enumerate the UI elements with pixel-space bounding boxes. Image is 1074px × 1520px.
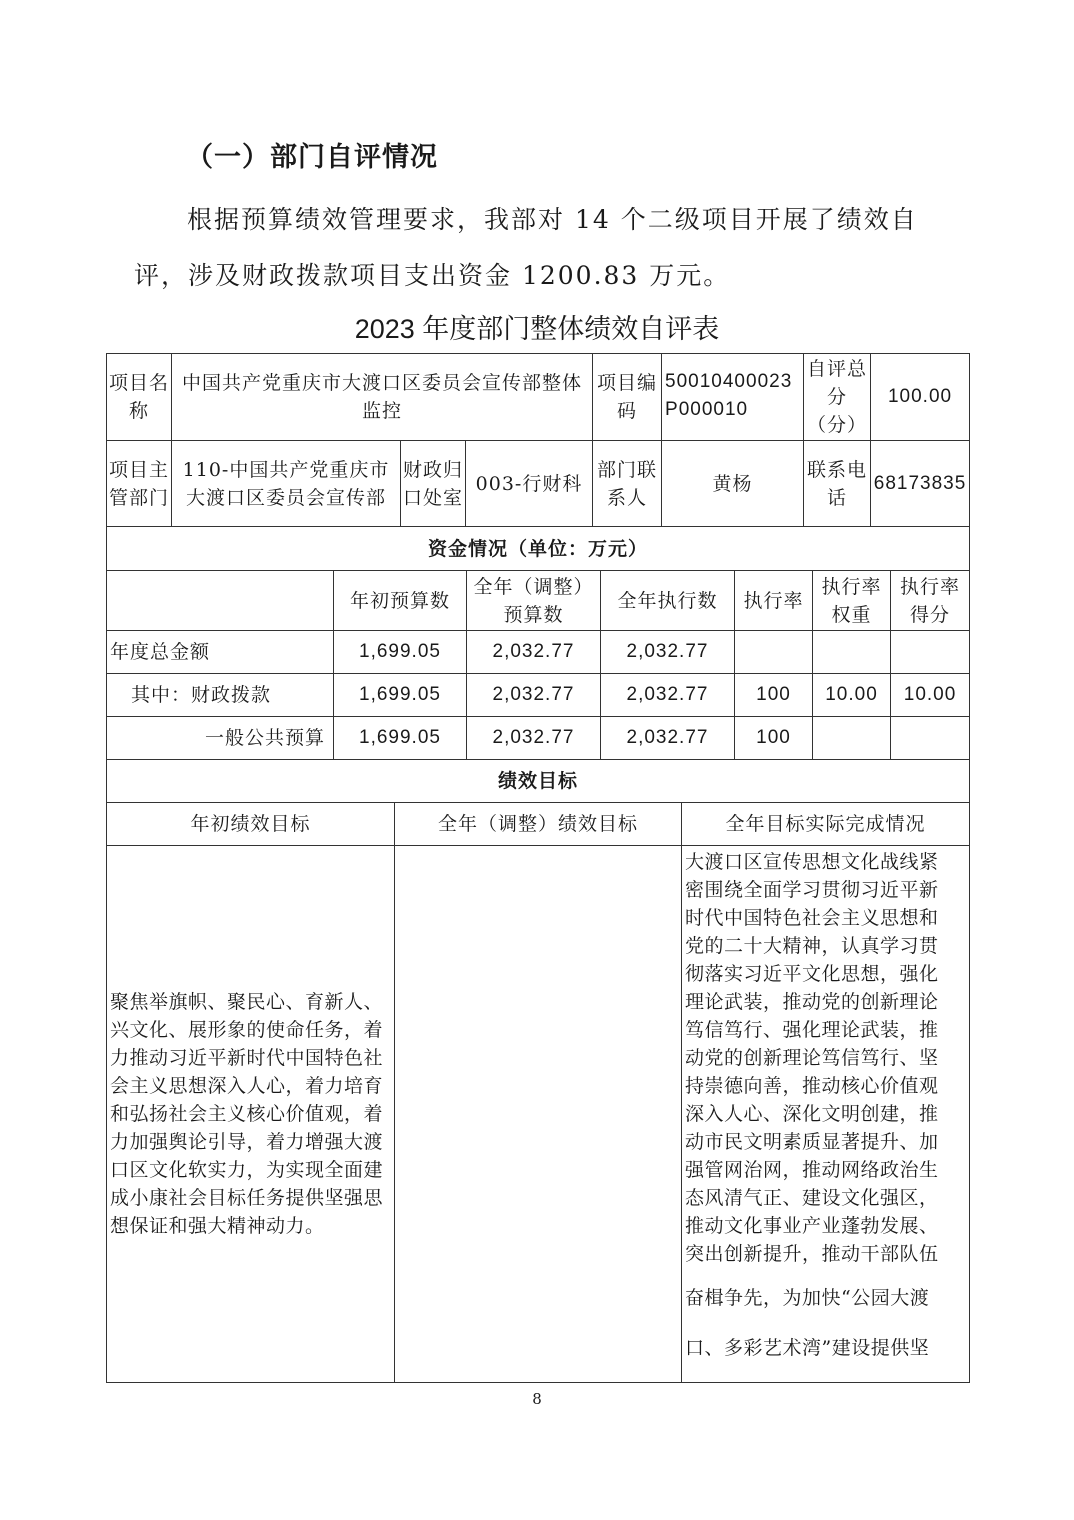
funds-row-label: 年度总金额 [107, 631, 334, 674]
adjusted-goal-text [395, 846, 682, 1383]
actual-line: 持崇德向善，推动核心价值观 [685, 1075, 939, 1097]
actual-line: 态风清气正、建设文化强区， [685, 1187, 939, 1209]
goals-table [106, 759, 970, 1383]
goals-header-adjusted: 全年（调整）绩效目标 [395, 803, 682, 846]
code-value: 50010400023P000010 [662, 354, 804, 441]
contact-value: 黄杨 [662, 441, 804, 527]
funds-row-weight: 10.00 [813, 674, 891, 717]
funds-row-executed: 2,032.77 [601, 631, 735, 674]
funds-row-label: 一般公共预算 [107, 717, 334, 760]
phone-label: 联系电话 [804, 441, 871, 527]
contact-label: 部门联系人 [593, 441, 662, 527]
funds-row-score: 10.00 [891, 674, 970, 717]
funds-header-rate: 执行率 [735, 571, 813, 631]
actual-line: 大渡口区宣传思想文化战线紧 [685, 851, 939, 873]
funds-row-initial: 1,699.05 [334, 674, 467, 717]
funds-header-executed: 全年执行数 [601, 571, 735, 631]
actual-line: 彻落实习近平文化思想，强化 [685, 963, 939, 985]
funds-row-adjusted: 2,032.77 [467, 631, 601, 674]
actual-line: 奋楫争先，为加快“公园大渡 [685, 1287, 930, 1309]
phone-value: 68173835 [871, 441, 970, 527]
goals-title: 绩效目标 [107, 760, 970, 803]
goals-header-initial: 年初绩效目标 [107, 803, 395, 846]
funds-row-rate: 100 [735, 717, 813, 760]
actual-line: 时代中国特色社会主义思想和 [685, 907, 939, 929]
actual-line: 动党的创新理论笃信笃行、坚 [685, 1047, 939, 1069]
funds-row-label: 其中：财政拨款 [107, 674, 334, 717]
goals-header-actual: 全年目标实际完成情况 [682, 803, 970, 846]
office-label: 财政归口处室 [401, 441, 466, 527]
project-info-table [106, 353, 970, 527]
section-heading: （一）部门自评情况 [186, 142, 438, 173]
funds-header-weight: 执行率权重 [813, 571, 891, 631]
funds-row-rate: 100 [735, 674, 813, 717]
funds-header-adjusted: 全年（调整）预算数 [467, 571, 601, 631]
actual-line: 深入人心、深化文明创建，推 [685, 1103, 939, 1125]
actual-completion-cell [682, 846, 970, 1383]
funds-row-score [891, 631, 970, 674]
funds-row-adjusted: 2,032.77 [467, 717, 601, 760]
funds-row-initial: 1,699.05 [334, 717, 467, 760]
actual-line: 党的二十大精神，认真学习贯 [685, 935, 939, 957]
funds-header-score: 执行率得分 [891, 571, 970, 631]
code-label: 项目编码 [593, 354, 662, 441]
actual-line: 密围绕全面学习贯彻习近平新 [685, 879, 939, 901]
page-number: 8 [532, 1390, 542, 1408]
initial-goal-text: 聚焦举旗帜、聚民心、育新人、兴文化、展形象的使命任务，着力推动习近平新时代中国特色社会主义思想深入人心，着力培育和弘扬社会主义核心价值观，着力加强舆论引导，着力增强大渡口区文化软实力，为实现全面建成小康社会目标任务提供坚强思想保证和强大精神动力。 [107, 846, 395, 1383]
name-value: 中国共产党重庆市大渡口区委员会宣传部整体监控 [172, 354, 593, 441]
funds-row-score [891, 717, 970, 760]
funds-row [107, 717, 970, 760]
funds-row-initial: 1,699.05 [334, 631, 467, 674]
funds-row-executed: 2,032.77 [601, 674, 735, 717]
funds-row-executed: 2,032.77 [601, 717, 735, 760]
funds-row [107, 674, 970, 717]
actual-line: 口、多彩艺术湾”建设提供坚 [685, 1337, 930, 1359]
table-title: 2023 年度部门整体绩效自评表 [354, 314, 720, 344]
dept-label: 项目主管部门 [107, 441, 172, 527]
intro-line-1: 根据预算绩效管理要求，我部对 14 个二级项目开展了绩效自 [187, 205, 918, 234]
funds-row-weight [813, 717, 891, 760]
funds-table [106, 526, 970, 760]
intro-line-2: 评，涉及财政拨款项目支出资金 1200.83 万元。 [134, 261, 731, 290]
funds-row-weight [813, 631, 891, 674]
actual-line: 笃信笃行、强化理论武装，推 [685, 1019, 939, 1041]
funds-row-rate [735, 631, 813, 674]
score-value: 100.00 [871, 354, 970, 441]
funds-header-initial: 年初预算数 [334, 571, 467, 631]
funds-row-adjusted: 2,032.77 [467, 674, 601, 717]
funds-row [107, 631, 970, 674]
dept-value: 110-中国共产党重庆市大渡口区委员会宣传部 [172, 441, 401, 527]
funds-title: 资金情况（单位：万元） [107, 527, 970, 571]
actual-line: 推动文化事业产业蓬勃发展、 [685, 1215, 939, 1237]
actual-line: 动市民文明素质显著提升、加 [685, 1131, 939, 1153]
funds-header-blank [107, 571, 334, 631]
actual-line: 理论武装，推动党的创新理论 [685, 991, 939, 1013]
actual-line: 突出创新提升，推动干部队伍 [685, 1243, 939, 1265]
actual-line: 强管网治网，推动网络政治生 [685, 1159, 939, 1181]
name-label: 项目名称 [107, 354, 172, 441]
score-label: 自评总分（分） [804, 354, 871, 441]
intro-paragraph [134, 192, 954, 304]
office-value: 003-行财科 [466, 441, 593, 527]
